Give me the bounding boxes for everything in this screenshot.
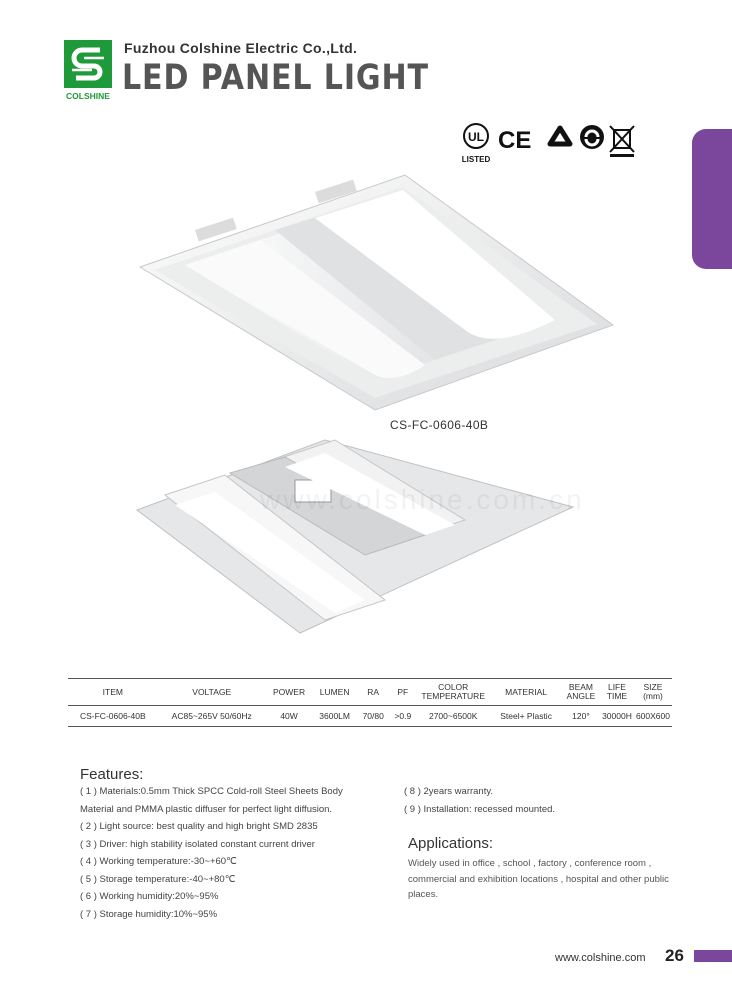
list-item: ( 3 ) Driver: high stability isolated constant current driver [80,838,315,850]
col-power: POWER [266,679,312,706]
features-list-continued [404,783,694,818]
cell-lumen: 3600LM [312,706,357,727]
ce-icon: CE [498,127,532,154]
applications-text: Widely used in office , school , factory , conference room , commercial and exhibition locations , hospital and other public places. [408,858,669,900]
list-item: ( 9 ) Installation: recessed mounted. [404,803,556,815]
panel-front-image [135,170,615,415]
cell-life-time: 30000H [600,706,634,727]
features-list [80,783,380,923]
cell-power: 40W [266,706,312,727]
brand-label: COLSHINE [66,91,110,101]
col-ra: RA [357,679,390,706]
list-item: ( 1 ) Materials:0.5mm Thick SPCC Cold-roll Steel Sheets Body [80,786,343,797]
col-lumen: LUMEN [312,679,357,706]
list-item: ( 4 ) Working temperature:-30~+60℃ [80,856,237,867]
list-item: ( 8 ) 2years warranty. [404,786,494,797]
cell-material: Steel+ Plastic [490,706,562,727]
listed-label: LISTED [462,155,491,164]
col-color-temperature: COLOR TEMPERATURE [416,679,490,706]
col-material: MATERIAL [490,679,562,706]
list-item: ( 7 ) Storage humidity:10%~95% [80,908,218,920]
page-number: 26 [665,946,684,965]
col-beam-angle: BEAM ANGLE [562,679,600,706]
cell-voltage: AC85~265V 50/60Hz [158,706,266,727]
list-item: ( 2 ) Light source: best quality and high bright SMD 2835 [80,821,318,832]
green-dot-icon [580,125,604,149]
website-link[interactable]: www.colshine.com [555,952,646,964]
watermark: www.colshine.com.cn [260,484,585,515]
product-caption: CS-FC-0606-40B [390,418,489,432]
col-pf: PF [389,679,416,706]
features-heading: Features: [80,766,144,783]
spec-table [68,678,672,727]
cell-item: CS-FC-0606-40B [68,706,158,727]
side-tab [692,129,732,269]
table-row [68,706,672,727]
list-item: ( 6 ) Working humidity:20%~95% [80,891,219,902]
cell-color-temperature: 2700~6500K [416,706,490,727]
colshine-logo [64,40,112,102]
weee-bin-icon [610,126,634,157]
col-size: SIZE (mm) [634,679,672,706]
company-name: Fuzhou Colshine Electric Co.,Ltd. [124,40,358,56]
col-voltage: VOLTAGE [158,679,266,706]
page-title: LED PANEL LIGHT [122,58,429,98]
cell-size: 600X600 [634,706,672,727]
certification-marks [462,122,642,166]
cell-beam-angle: 120° [562,706,600,727]
col-life-time: LIFE TIME [600,679,634,706]
ul-label: UL [468,130,484,144]
table-header-row [68,679,672,706]
panel-back-image [135,435,575,635]
ul-listed-icon [462,124,490,164]
applications-heading: Applications: [408,835,494,852]
col-item: ITEM [68,679,158,706]
page-bar [694,950,732,962]
list-item: Material and PMMA plastic diffuser for perfect light diffusion. [80,803,333,815]
recycle-icon [550,128,570,144]
cell-pf: >0.9 [389,706,416,727]
cell-ra: 70/80 [357,706,390,727]
list-item: ( 5 ) Storage temperature:-40~+80℃ [80,873,236,885]
